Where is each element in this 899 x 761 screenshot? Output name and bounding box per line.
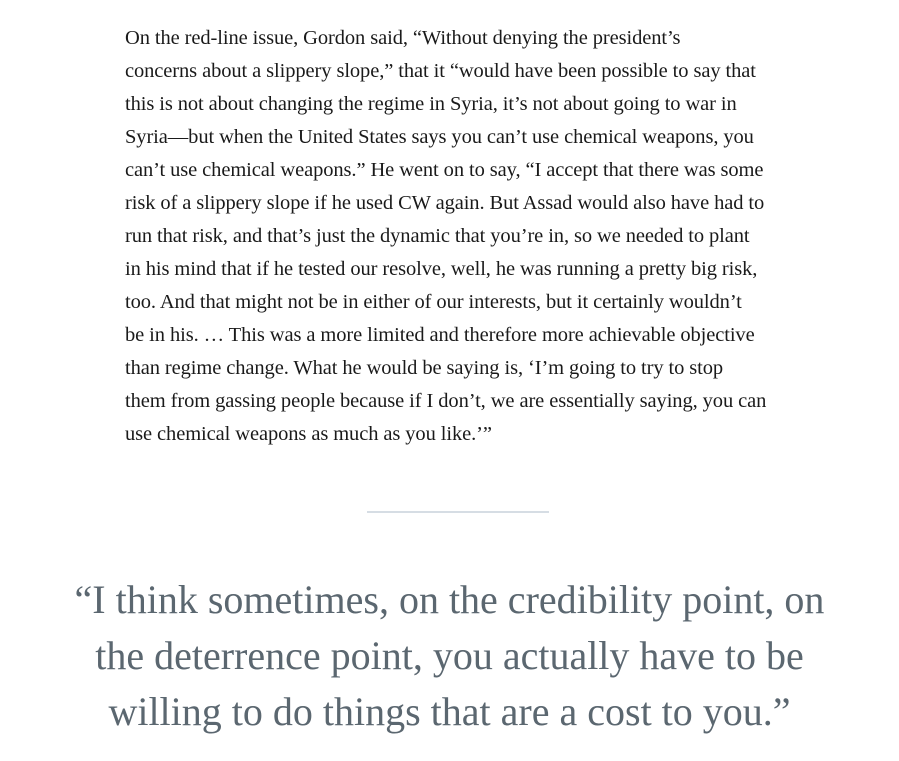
paragraph-line: them from gassing people because if I don’t, we are essentially saying, you can [125, 390, 767, 412]
paragraph-line: concerns about a slippery slope,” that it “would have been possible to say that [125, 60, 756, 82]
paragraph-line: than regime change. What he would be saying is, ‘I’m going to try to stop [125, 357, 724, 379]
paragraph-line: risk of a slippery slope if he used CW again. But Assad would also have had to [125, 192, 765, 214]
paragraph-line: run that risk, and that’s just the dynamic that you’re in, so we needed to plant [125, 225, 750, 247]
paragraph-line: be in his. … This was a more limited and therefore more achievable objective [125, 324, 755, 346]
pull-quote-line: willing to do things that are a cost to you.” [108, 689, 791, 734]
paragraph-line: this is not about changing the regime in Syria, it’s not about going to war in [125, 93, 737, 115]
article-body [125, 22, 795, 451]
paragraph-line: use chemical weapons as much as you like.’” [125, 423, 492, 445]
pull-quote [0, 572, 899, 740]
paragraph-line: can’t use chemical weapons.” He went on to say, “I accept that there was some [125, 159, 764, 181]
paragraph-line: in his mind that if he tested our resolve, well, he was running a pretty big risk, [125, 258, 758, 280]
paragraph-line: Syria—but when the United States says you can’t use chemical weapons, you [125, 126, 754, 148]
paragraph-line: On the red-line issue, Gordon said, “Without denying the president’s [125, 27, 681, 49]
pull-quote-line: “I think sometimes, on the credibility point, on [74, 577, 825, 622]
pull-quote-line: the deterrence point, you actually have to be [95, 633, 804, 678]
section-divider [367, 511, 549, 513]
paragraph-line: too. And that might not be in either of our interests, but it certainly wouldn’t [125, 291, 742, 313]
body-paragraph [125, 22, 795, 451]
